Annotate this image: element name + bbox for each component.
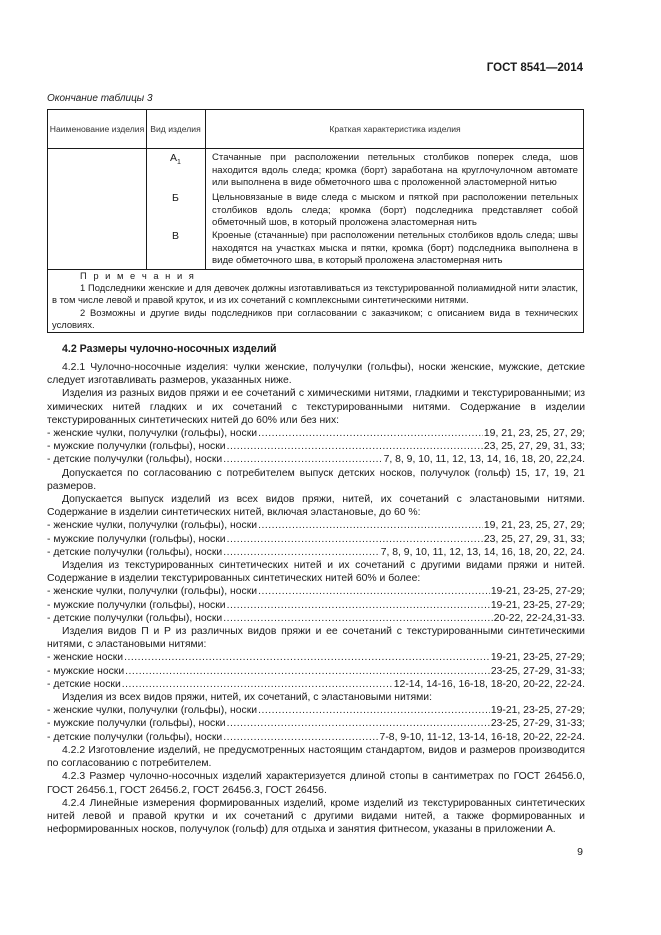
table-notes <box>52 270 578 331</box>
size-line: - мужские носки ..... 23-25, 27-29, 31-33; <box>47 665 585 678</box>
size-line: - детские носки ..... 12-14, 14-16, 16-18, 18-20, 20-22, 22-24. <box>47 678 585 691</box>
size-line: - детские получулки (гольфы), носки ..... 20-22, 22-24,31-33. <box>47 612 585 625</box>
size-list <box>47 651 585 691</box>
paragraph: 4.2.2 Изготовление изделий, не предусмотренных настоящим стандартом, видов и размеров производится по согласованию с потребителем. <box>47 744 585 770</box>
size-line: - женские чулки, получулки (гольфы), носки ..... 19-21, 23-25, 27-29; <box>47 585 585 598</box>
row-code: Б <box>172 192 179 204</box>
note-item: 1 Подследники женские и для девочек должны изготавливаться из текстурированной полиамидной нити эластик, в том числе левой и правой круток, и из их сочетаний с комплексными синтетическими нитями. <box>52 282 578 306</box>
row-description: Цельновязаные в виде следа с мыском и пяткой при расположении петельных столбиков вдоль следа; кромка (борт) подследника представляет собой обметочный шов, в который проложена эластомерная нить <box>212 192 578 229</box>
section-title: 4.2 Размеры чулочно-носочных изделий <box>62 343 277 355</box>
size-line: - женские чулки, получулки (гольфы), носки ..... 19, 21, 23, 25, 27, 29; <box>47 427 585 440</box>
row-description: Кроеные (стачанные) при расположении петельных столбиков вдоль следа; швы находятся на участках мыска и пятки, кромка (борт) подследника выполнена в виде обметочного шва, в который проложена эластомерная нить <box>212 230 578 267</box>
section-body <box>47 361 585 836</box>
size-line: - женские чулки, получулки (гольфы), носки ..... 19, 21, 23, 25, 27, 29; <box>47 519 585 532</box>
size-list <box>47 704 585 744</box>
size-list <box>47 585 585 625</box>
table-caption: Окончание таблицы 3 <box>47 93 153 104</box>
paragraph: Допускается выпуск изделий из всех видов пряжи, нитей, их сочетаний с эластановыми нитями. Содержание в изделии синтетических нитей, включая эластановые, до 60 %: <box>47 494 585 519</box>
paragraph: Изделия из текстурированных синтетических нитей и их сочетаний с другими видами пряжи и нитей. Содержание в изделии текстурированных синтетических нитей 60% и более: <box>47 560 585 585</box>
row-code: $А_1$ <box>170 152 181 167</box>
size-line: - детские получулки (гольфы), носки ..... 7-8, 9-10, 11-12, 13-14, 16-18, 20-22, 22-24. <box>47 731 585 744</box>
notes-title: П р и м е ч а н и я <box>80 270 196 281</box>
size-line: - женские носки ..... 19-21, 23-25, 27-29; <box>47 651 585 664</box>
standard-header: ГОСТ 8541—2014 <box>486 62 583 74</box>
size-line: - мужские получулки (гольфы), носки ..... 23, 25, 27, 29, 31, 33; <box>47 440 585 453</box>
product-table <box>47 109 584 333</box>
size-line: - мужские получулки (гольфы), носки ..... 19-21, 23-25, 27-29; <box>47 599 585 612</box>
page-number: 9 <box>577 846 583 858</box>
header-description: Краткая характеристика изделия <box>329 123 461 134</box>
header-product-name: Наименование изделия <box>49 123 145 134</box>
size-line: - мужские получулки (гольфы), носки ..... 23, 25, 27, 29, 31, 33; <box>47 533 585 546</box>
row-description: Стачанные при расположении петельных столбиков поперек следа, шов находится вдоль следа; кромка (борт) заработана на круглочулочном автомате или выполнена в виде обметочного шва с проложенной эластомерной нитью <box>212 152 578 189</box>
size-line: - мужские получулки (гольфы), носки ..... 23-25, 27-29, 31-33; <box>47 717 585 730</box>
size-line: - детские получулки (гольфы), носки ..... 7, 8, 9, 10, 11, 12, 13, 14, 16, 18, 20, 22, 24. <box>47 546 585 559</box>
size-list <box>47 519 585 559</box>
paragraph: Изделия видов П и Р из различных видов пряжи и ее сочетаний с текстурированными синтетическими нитями, с эластановыми нитями: <box>47 626 585 651</box>
note-item: 2 Возможны и другие виды подследников при согласовании с заказчиком; с описанием вида в технических условиях. <box>52 306 578 330</box>
paragraph: 4.2.1 Чулочно-носочные изделия: чулки женские, получулки (гольфы), носки женские, мужские, детские следует изготавливать размеров, указанных ниже. <box>47 362 585 387</box>
header-product-type: Вид изделия <box>150 123 201 134</box>
paragraph: 4.2.3 Размер чулочно-носочных изделий характеризуется длиной стопы в сантиметрах по ГОСТ 26456.0, ГОСТ 26456.1, ГОСТ 26456.2, ГОСТ 26456.3, ГОСТ 26456. <box>47 771 585 796</box>
size-line: - детские получулки (гольфы), носки ..... 7, 8, 9, 10, 11, 12, 13, 14, 16, 18, 20, 22,24. <box>47 453 585 466</box>
paragraph: Допускается по согласованию с потребителем выпуск детских носков, получулок (гольф) 15, 17, 19, 21 размеров. <box>47 467 585 492</box>
paragraph: Изделия из всех видов пряжи, нитей, их сочетаний, с эластановыми нитями: <box>62 692 432 704</box>
paragraph: Изделия из разных видов пряжи и ее сочетаний с химическими нитями, гладкими и текстурированными; из химических нитей гладких и их сочетаний с текстурированными нитями. Содержание в изделии текстурированных синтетических нитей до 60% или без них: <box>47 388 585 426</box>
size-line: - женские чулки, получулки (гольфы), носки ..... 19-21, 23-25, 27-29; <box>47 704 585 717</box>
row-code: В <box>171 230 179 242</box>
size-list <box>47 427 585 467</box>
paragraph: 4.2.4 Линейные измерения формированных изделий, кроме изделий из текстурированных синтетических нитей левой и правой крутки и их сочетаний с другими видами нитей, а также формированных и неформированных носков, получулок (гольф) для отдыха и занятия фитнесом, указаны в приложении А. <box>47 797 585 836</box>
